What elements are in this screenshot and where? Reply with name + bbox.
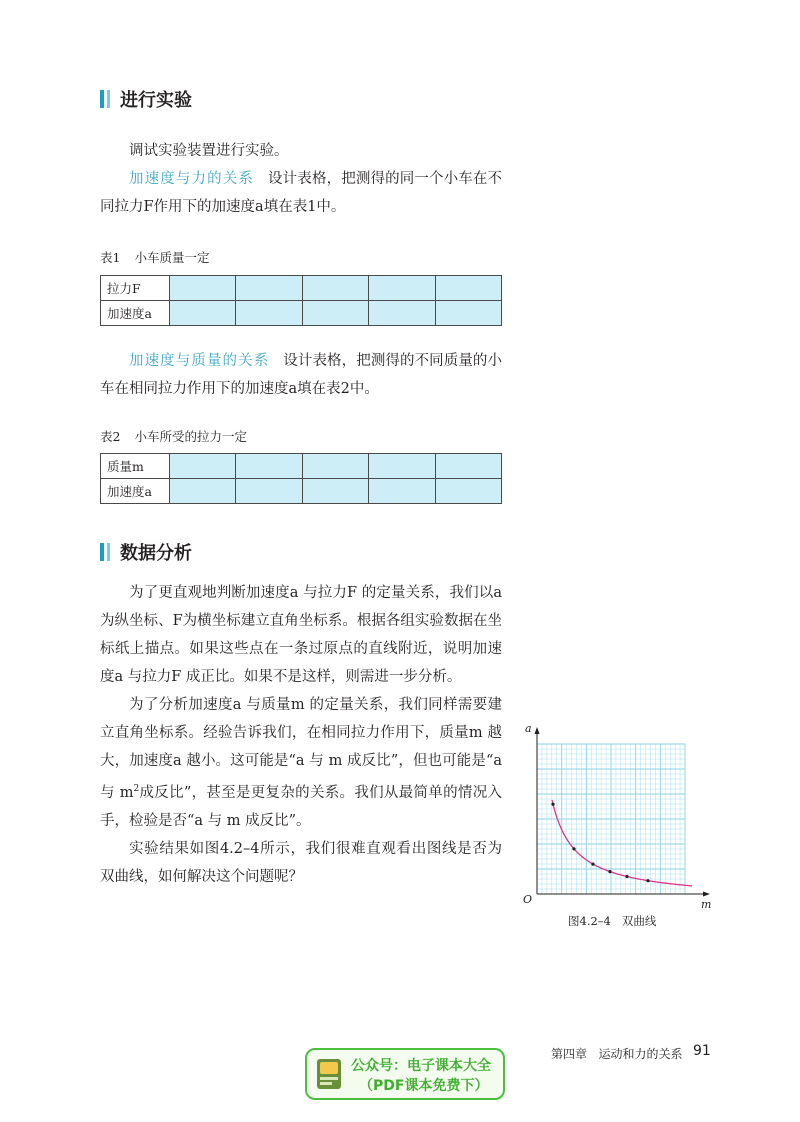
table-cell — [170, 301, 236, 326]
intro-paragraph: 调试实验装置进行实验。 — [129, 143, 289, 159]
table-cell — [302, 301, 368, 326]
watermark-badge — [305, 1048, 505, 1100]
keyword-force-relation: 加速度与力的关系 — [129, 171, 255, 187]
x-axis-arrow — [703, 892, 710, 897]
mass-relation-block — [100, 347, 502, 403]
table-cell — [435, 301, 501, 326]
table1-row-label: 拉力F — [101, 276, 170, 301]
table-cell — [302, 276, 368, 301]
section1-body — [100, 137, 502, 221]
table-cell — [170, 276, 236, 301]
table-cell — [369, 454, 435, 479]
table-cell — [170, 454, 236, 479]
table-cell — [369, 479, 435, 504]
analysis-paragraph-2 — [100, 691, 502, 835]
mass-relation-paragraph — [100, 347, 502, 403]
watermark-line-1: 公众号：电子课本大全 — [351, 1058, 491, 1074]
table2-caption — [100, 427, 247, 445]
data-point — [625, 875, 628, 878]
page-number: 91 — [693, 1043, 711, 1059]
data-point — [591, 863, 594, 866]
book-icon — [315, 1056, 345, 1092]
section2-body — [100, 579, 502, 891]
figure-caption — [568, 913, 656, 929]
table-cell — [369, 276, 435, 301]
hyperbola-curve — [552, 800, 692, 886]
data-point — [572, 847, 575, 850]
table-row — [101, 276, 502, 301]
section-heading-analysis — [100, 540, 192, 564]
heading-marker — [100, 90, 104, 108]
figure-caption-text: 双曲线 — [621, 914, 657, 928]
table-cell — [170, 479, 236, 504]
table-cell — [435, 454, 501, 479]
heading-marker-light — [107, 543, 110, 561]
mass-relation-text: 设计表格，把测得的不同质量的小车在相同拉力作用下的加速度a填在表2中。 — [100, 353, 503, 397]
table2-row-label: 加速度a — [101, 479, 170, 504]
section-title: 进行实验 — [120, 90, 192, 111]
data-point — [551, 803, 554, 806]
analysis-paragraph-1: 为了更直观地判断加速度a 与拉力F 的定量关系，我们以a为纵坐标、F为横坐标建立直角坐标系。根据各组实验数据在坐标纸上描点。如果这些点在一条过原点的直线附近，说明加速度a 与拉力F 成正比。如果不是这样，则需进一步分析。 — [100, 585, 502, 685]
force-relation-paragraph — [100, 165, 502, 221]
figure-number: 图4.2–4 — [568, 914, 611, 928]
exponent: 2 — [133, 784, 140, 794]
table2-row-label: 质量m — [101, 454, 170, 479]
table-cell — [369, 301, 435, 326]
analysis-paragraph-2-part-a: 为了分析加速度a 与质量m 的定量关系，我们同样需要建立直角坐标系。经验告诉我们，在相同拉力作用下，质量m 越大，加速度a 越小。这可能是“a 与 m 成反比”，但也可能是“a 与 m — [100, 697, 502, 801]
table-cell — [236, 276, 302, 301]
x-axis-label: m — [701, 898, 712, 911]
hyperbola-figure — [515, 722, 720, 912]
force-relation-text: 设计表格，把测得的同一个小车在不同拉力F作用下的加速度a填在表1中。 — [100, 171, 503, 215]
table1-number: 表1 — [100, 250, 121, 265]
heading-marker — [100, 543, 104, 561]
table1-caption — [100, 248, 209, 266]
page-footer — [551, 1045, 682, 1062]
chapter-title: 运动和力的关系 — [598, 1047, 683, 1061]
section-heading-experiment — [100, 87, 192, 111]
watermark-line-2: （PDF课本免费下） — [359, 1078, 489, 1094]
data-point — [608, 870, 611, 873]
table-row — [101, 301, 502, 326]
table-cell — [236, 301, 302, 326]
table1-caption-text: 小车质量一定 — [134, 250, 210, 265]
table1-row-label: 加速度a — [101, 301, 170, 326]
table1 — [100, 275, 502, 326]
y-axis-label: a — [525, 722, 532, 735]
table-row — [101, 479, 502, 504]
table-cell — [302, 454, 368, 479]
heading-marker-light — [107, 90, 110, 108]
table-cell — [435, 276, 501, 301]
table2-number: 表2 — [100, 429, 121, 444]
table-cell — [302, 479, 368, 504]
table2 — [100, 453, 502, 504]
data-point — [646, 879, 649, 882]
section-title: 数据分析 — [120, 543, 192, 564]
table2-caption-text: 小车所受的拉力一定 — [134, 429, 247, 444]
table-cell — [236, 479, 302, 504]
data-points — [551, 803, 649, 883]
keyword-mass-relation: 加速度与质量的关系 — [129, 353, 270, 369]
analysis-paragraph-3: 实验结果如图4.2–4所示，我们很难直观看出图线是否为双曲线，如何解决这个问题呢？ — [100, 840, 502, 885]
y-axis-arrow — [535, 727, 540, 734]
table-cell — [236, 454, 302, 479]
analysis-paragraph-2-part-b: 成反比”，甚至是更复杂的关系。我们从最简单的情况入手，检验是否“a 与 m 成反比”。 — [100, 784, 502, 829]
chapter-number: 第四章 — [551, 1047, 588, 1061]
table-row — [101, 454, 502, 479]
origin-label: O — [523, 893, 533, 906]
table-cell — [435, 479, 501, 504]
